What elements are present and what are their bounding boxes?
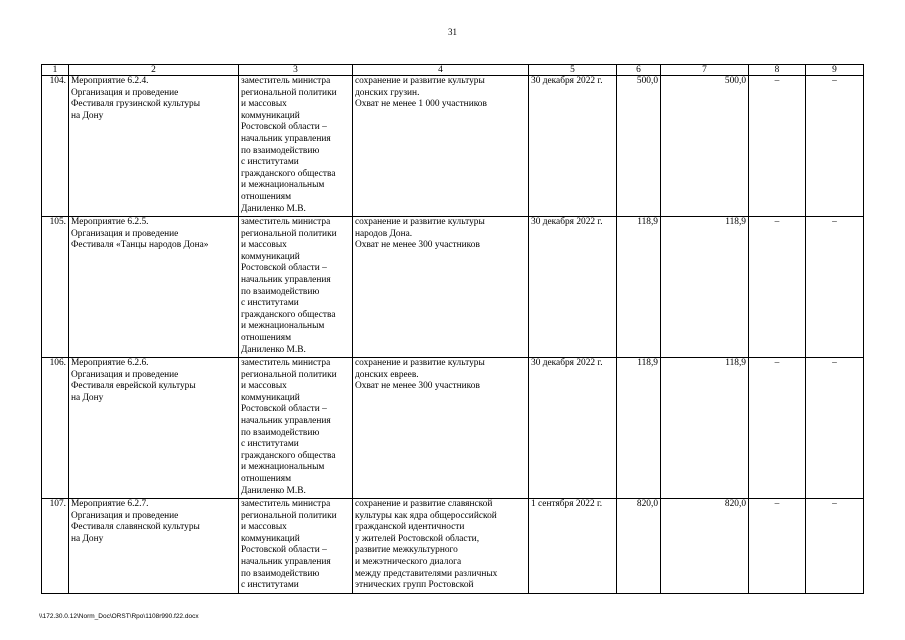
header-row bbox=[42, 65, 864, 76]
event-cell bbox=[69, 358, 239, 499]
responsible-cell-line: отношениям bbox=[241, 473, 292, 484]
responsible-cell-line: и массовых bbox=[241, 522, 287, 533]
responsible-cell-line: отношениям bbox=[241, 332, 292, 343]
responsible-cell-line: Ростовской области – bbox=[241, 545, 327, 556]
result-cell-line: этнических групп Ростовской bbox=[355, 580, 474, 591]
dash-cell-9: – bbox=[806, 217, 864, 358]
event-cell-line: на Дону bbox=[71, 110, 104, 121]
amount-cell-6: 118,9 bbox=[617, 217, 661, 358]
col-header-3: 3 bbox=[239, 65, 353, 76]
responsible-cell-line: региональной политики bbox=[241, 87, 337, 98]
event-cell-line: Мероприятие 6.2.7. bbox=[71, 499, 149, 509]
event-cell-line: Фестиваля «Танцы народов Дона» bbox=[71, 240, 209, 251]
responsible-cell-line: и массовых bbox=[241, 381, 287, 392]
event-cell bbox=[69, 499, 239, 594]
result-cell bbox=[353, 76, 529, 217]
col-header-2: 2 bbox=[69, 65, 239, 76]
responsible-cell-line: по взаимодействию bbox=[241, 568, 320, 579]
responsible-cell-line: региональной политики bbox=[241, 369, 337, 380]
responsible-cell-line: Ростовской области – bbox=[241, 404, 327, 415]
responsible-cell-line: коммуникаций bbox=[241, 110, 300, 121]
result-cell-line: сохранение и развитие культуры bbox=[355, 358, 485, 368]
event-cell bbox=[69, 76, 239, 217]
file-path-footer: \\172.30.0.12\Norm_Doc\ORST\Rpo\1108r990.f22.docx bbox=[39, 613, 199, 620]
amount-cell-7: 820,0 bbox=[661, 499, 749, 594]
dash-cell-9: – bbox=[806, 358, 864, 499]
responsible-cell-line: по взаимодействию bbox=[241, 286, 320, 297]
responsible-cell-line: Даниленко М.В. bbox=[241, 344, 306, 355]
result-cell-line: Охват не менее 300 участников bbox=[355, 381, 480, 392]
dash-cell-8: – bbox=[749, 358, 806, 499]
row-number: 107. bbox=[42, 499, 69, 594]
event-cell-line: на Дону bbox=[71, 533, 104, 544]
dash-cell-9: – bbox=[806, 499, 864, 594]
responsible-cell-line: Даниленко М.В. bbox=[241, 203, 306, 214]
result-cell-line: у жителей Ростовской области, bbox=[355, 533, 480, 544]
result-cell-line: культуры как ядра общероссийской bbox=[355, 510, 497, 521]
responsible-cell-line: региональной политики bbox=[241, 228, 337, 239]
result-cell-line: между представителями различных bbox=[355, 568, 498, 579]
table-row bbox=[42, 76, 864, 217]
responsible-cell-line: коммуникаций bbox=[241, 392, 300, 403]
dash-cell-8: – bbox=[749, 217, 806, 358]
date-cell: 30 декабря 2022 г. bbox=[529, 358, 617, 499]
responsible-cell-line: региональной политики bbox=[241, 510, 337, 521]
result-cell-line: народов Дона. bbox=[355, 228, 413, 239]
event-cell-line: Организация и проведение bbox=[71, 369, 179, 380]
responsible-cell-line: коммуникаций bbox=[241, 251, 300, 262]
responsible-cell-line: с институтами bbox=[241, 439, 299, 450]
col-header-7: 7 bbox=[661, 65, 749, 76]
responsible-cell-line: Ростовской области – bbox=[241, 122, 327, 133]
responsible-cell bbox=[239, 76, 353, 217]
event-cell-line: Фестиваля еврейской культуры bbox=[71, 381, 196, 392]
responsible-cell-line: и массовых bbox=[241, 240, 287, 251]
date-cell: 30 декабря 2022 г. bbox=[529, 217, 617, 358]
result-cell-line: донских евреев. bbox=[355, 369, 419, 380]
dash-cell-8: – bbox=[749, 499, 806, 594]
event-cell-line: Мероприятие 6.2.5. bbox=[71, 217, 149, 227]
table-row bbox=[42, 217, 864, 358]
table-row bbox=[42, 499, 864, 594]
dash-cell-8: – bbox=[749, 76, 806, 217]
responsible-cell-line: заместитель министра bbox=[241, 217, 331, 227]
col-header-9: 9 bbox=[806, 65, 864, 76]
responsible-cell-line: коммуникаций bbox=[241, 533, 300, 544]
amount-cell-7: 500,0 bbox=[661, 76, 749, 217]
result-cell-line: Охват не менее 300 участников bbox=[355, 240, 480, 251]
responsible-cell-line: и межнациональным bbox=[241, 462, 325, 473]
result-cell-line: сохранение и развитие культуры bbox=[355, 217, 485, 227]
responsible-cell-line: гражданского общества bbox=[241, 309, 336, 320]
amount-cell-6: 118,9 bbox=[617, 358, 661, 499]
responsible-cell bbox=[239, 358, 353, 499]
col-header-5: 5 bbox=[529, 65, 617, 76]
responsible-cell-line: Ростовской области – bbox=[241, 263, 327, 274]
result-cell-line: и межэтнического диалога bbox=[355, 556, 462, 567]
responsible-cell-line: и межнациональным bbox=[241, 321, 325, 332]
result-cell-line: развитие межкультурного bbox=[355, 545, 458, 556]
event-cell-line: Фестиваля славянской культуры bbox=[71, 522, 200, 533]
result-cell-line: сохранение и развитие славянской bbox=[355, 499, 493, 509]
responsible-cell-line: и межнациональным bbox=[241, 180, 325, 191]
responsible-cell-line: гражданского общества bbox=[241, 168, 336, 179]
event-cell-line: Мероприятие 6.2.4. bbox=[71, 76, 149, 86]
responsible-cell-line: начальник управления bbox=[241, 556, 331, 567]
result-cell-line: гражданской идентичности bbox=[355, 522, 465, 533]
responsible-cell-line: и массовых bbox=[241, 99, 287, 110]
amount-cell-7: 118,9 bbox=[661, 217, 749, 358]
responsible-cell-line: с институтами bbox=[241, 298, 299, 309]
event-cell-line: Мероприятие 6.2.6. bbox=[71, 358, 149, 368]
responsible-cell-line: по взаимодействию bbox=[241, 427, 320, 438]
result-cell bbox=[353, 358, 529, 499]
responsible-cell-line: начальник управления bbox=[241, 415, 331, 426]
event-cell-line: Фестиваля грузинской культуры bbox=[71, 99, 201, 110]
row-number: 105. bbox=[42, 217, 69, 358]
page-number: 31 bbox=[448, 27, 457, 37]
col-header-4: 4 bbox=[353, 65, 529, 76]
responsible-cell-line: начальник управления bbox=[241, 274, 331, 285]
event-cell-line: Организация и проведение bbox=[71, 87, 179, 98]
dash-cell-9: – bbox=[806, 76, 864, 217]
amount-cell-7: 118,9 bbox=[661, 358, 749, 499]
amount-cell-6: 820,0 bbox=[617, 499, 661, 594]
result-cell bbox=[353, 217, 529, 358]
responsible-cell-line: начальник управления bbox=[241, 133, 331, 144]
event-cell-line: Организация и проведение bbox=[71, 228, 179, 239]
responsible-cell-line: по взаимодействию bbox=[241, 145, 320, 156]
col-header-1: 1 bbox=[42, 65, 69, 76]
responsible-cell-line: гражданского общества bbox=[241, 450, 336, 461]
col-header-8: 8 bbox=[749, 65, 806, 76]
responsible-cell-line: заместитель министра bbox=[241, 358, 331, 368]
col-header-6: 6 bbox=[617, 65, 661, 76]
result-cell bbox=[353, 499, 529, 594]
responsible-cell bbox=[239, 217, 353, 358]
result-cell-line: сохранение и развитие культуры bbox=[355, 76, 485, 86]
responsible-cell-line: Даниленко М.В. bbox=[241, 485, 306, 496]
result-cell-line: донских грузин. bbox=[355, 87, 420, 98]
date-cell: 1 сентября 2022 г. bbox=[529, 499, 617, 594]
row-number: 104. bbox=[42, 76, 69, 217]
event-cell-line: на Дону bbox=[71, 392, 104, 403]
amount-cell-6: 500,0 bbox=[617, 76, 661, 217]
table-row bbox=[42, 358, 864, 499]
responsible-cell-line: заместитель министра bbox=[241, 499, 331, 509]
responsible-cell-line: отношениям bbox=[241, 191, 292, 202]
responsible-cell bbox=[239, 499, 353, 594]
event-cell-line: Организация и проведение bbox=[71, 510, 179, 521]
responsible-cell-line: с институтами bbox=[241, 157, 299, 168]
result-cell-line: Охват не менее 1 000 участников bbox=[355, 99, 487, 110]
activities-table bbox=[41, 64, 864, 594]
row-number: 106. bbox=[42, 358, 69, 499]
responsible-cell-line: заместитель министра bbox=[241, 76, 331, 86]
date-cell: 30 декабря 2022 г. bbox=[529, 76, 617, 217]
event-cell bbox=[69, 217, 239, 358]
responsible-cell-line: с институтами bbox=[241, 580, 299, 591]
